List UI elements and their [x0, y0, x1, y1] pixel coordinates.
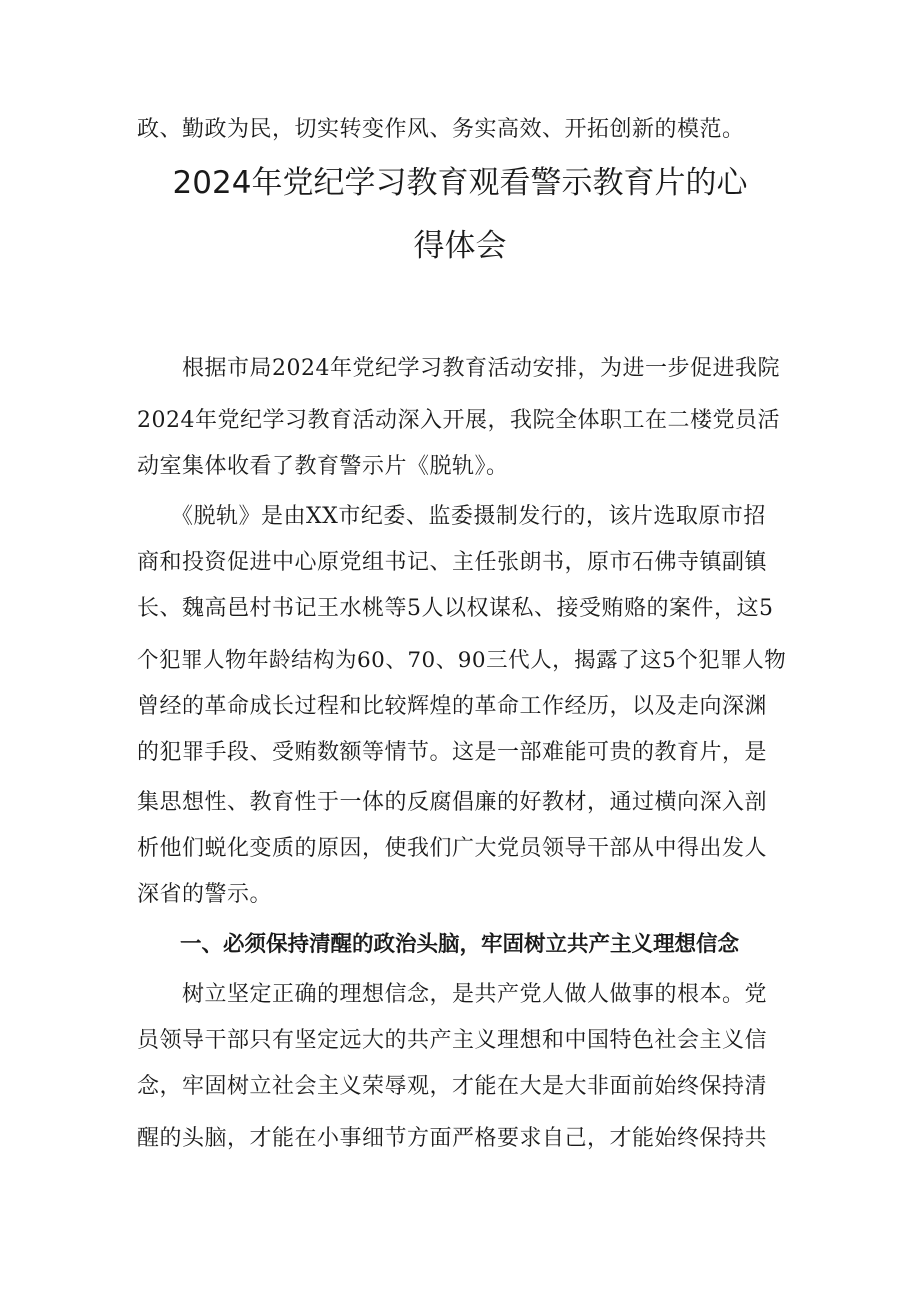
body-text-line: 曾经的革命成长过程和比较辉煌的革命工作经历，以及走向深渊: [137, 694, 768, 719]
document-title-line: 得体会: [413, 228, 507, 264]
body-text-line: 商和投资促进中心原党组书记、主任张朗书，原市石佛寺镇副镇: [137, 550, 768, 575]
body-text-line: 《脱轨》是由XX市纪委、监委摄制发行的，该片选取原市招: [137, 504, 766, 529]
section-heading: 一、必须保持清醒的政治头脑，牢固树立共产主义理想信念: [137, 932, 740, 957]
body-text-line: 深省的警示。: [137, 882, 273, 907]
body-text-line: 析他们蜕化变质的原因，使我们广大党员领导干部从中得出发人: [137, 836, 768, 861]
body-text-line: 树立坚定正确的理想信念，是共产党人做人做事的根本。党: [137, 982, 768, 1007]
body-text-line: 个犯罪人物年龄结构为60、70、90三代人，揭露了这5个犯罪人物: [137, 648, 787, 673]
body-text-line: 员领导干部只有坚定远大的共产主义理想和中国特色社会主义信: [137, 1028, 768, 1053]
document-title-line: 2024年党纪学习教育观看警示教育片的心: [172, 165, 748, 201]
body-text-line: 根据市局2024年党纪学习教育活动安排，为进一步促进我院: [137, 356, 780, 381]
body-text-line: 的犯罪手段、受贿数额等情节。这是一部难能可贵的教育片，是: [137, 740, 768, 765]
body-text-line: 政、勤政为民，切实转变作风、务实高效、开拓创新的模范。: [137, 117, 745, 142]
body-text-line: 集思想性、教育性于一体的反腐倡廉的好教材，通过横向深入剖: [137, 790, 768, 815]
body-text-line: 动室集体收看了教育警示片《脱轨》。: [137, 454, 509, 479]
body-text-line: 长、魏高邑村书记王水桃等5人以权谋私、接受贿赂的案件，这5: [137, 596, 774, 621]
body-text-line: 念，牢固树立社会主义荣辱观，才能在大是大非面前始终保持清: [137, 1074, 768, 1099]
body-text-line: 醒的头脑，才能在小事细节方面严格要求自己，才能始终保持共: [137, 1126, 768, 1151]
body-text-line: 2024年党纪学习教育活动深入开展，我院全体职工在二楼党员活: [137, 408, 780, 433]
